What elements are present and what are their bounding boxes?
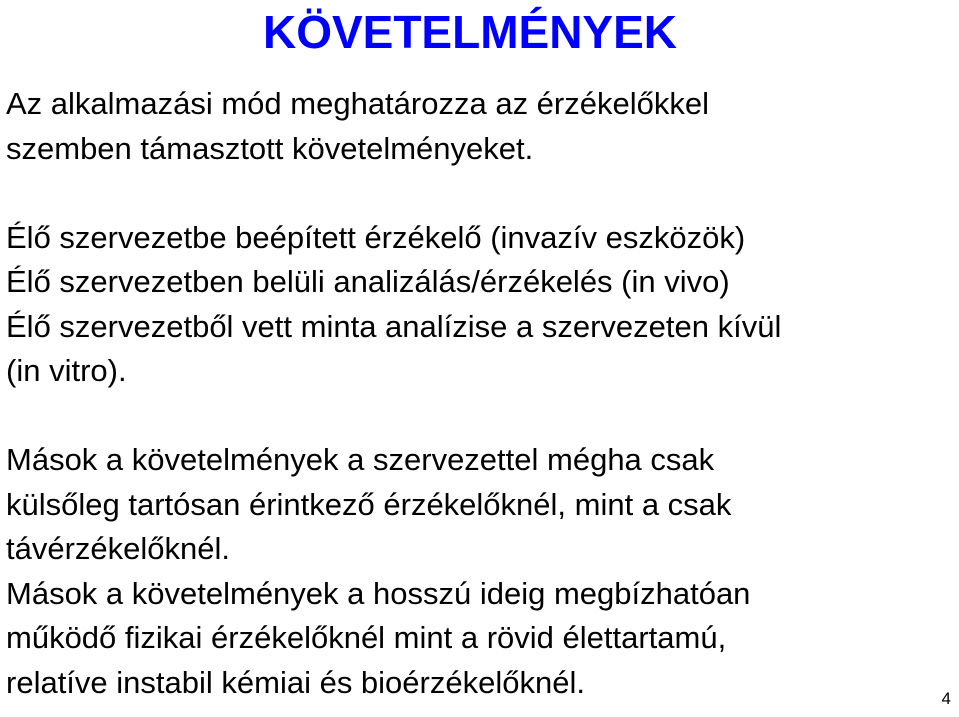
paragraph-spacer (6, 394, 951, 439)
paragraph-application-mode: Az alkalmazási mód meghatározza az érzékelőkkel szemben támasztott követelményeket. (6, 86, 709, 166)
paragraph-physical-vs-chemical: Mások a követelmények a hosszú ideig megbízhatóan működő fizikai érzékelőknél mint a rövid élettartamú, relatíve instabil kémiai és bioérzékelőknél. (6, 575, 751, 700)
slide-title (0, 4, 940, 60)
paragraph-spacer (6, 171, 951, 216)
paragraph-invasive-invivo-invitro: Élő szervezetbe beépített érzékelő (invazív eszközök) Élő szervezetben belüli analizálás/érzékelés (in vivo) Élő szervezetből vett minta analízise a szervezeten kívül (in vitro). (6, 219, 782, 388)
slide-body (6, 82, 951, 705)
page-number: 4 (941, 689, 951, 708)
paragraph-contact-vs-remote: Mások a követelmények a szervezettel mégha csak külsőleg tartósan érintkező érzékelőknél, mint a csak távérzékelőknél. (6, 442, 732, 566)
slide-title-text: KÖVETELMÉNYEK (262, 6, 678, 58)
